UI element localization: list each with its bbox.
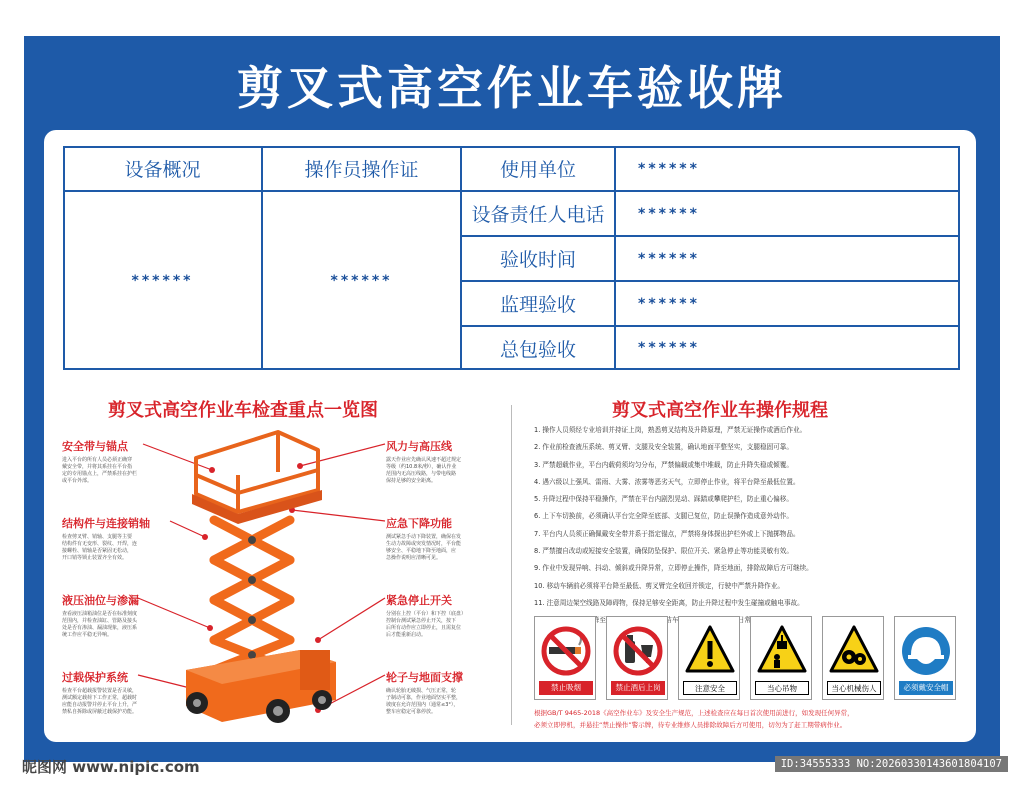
sign-caution	[678, 616, 740, 700]
callout-line: 接螺栓、销轴是否紧固无松动，	[62, 548, 133, 554]
callout-line: 禁私自拆除或屏蔽过载保护功能。	[62, 709, 138, 715]
callout-line: 测试额定载荷下工作正常，超载时	[62, 695, 138, 701]
callout-title: 应急下降功能	[386, 517, 452, 530]
callout-emergency-lowering	[386, 515, 504, 562]
callout-hydraulic	[62, 592, 180, 639]
callout-harness	[62, 438, 180, 485]
sign-label: 必须戴安全帽	[899, 681, 953, 695]
callout-line: 坡度在允许范围内（通常≤3°），	[386, 702, 459, 708]
masked-value: ******	[638, 205, 700, 222]
callout-line: 后才能重新启动。	[386, 632, 427, 638]
callout-line: 子制动可靠，作业地面坚实平整，	[386, 695, 462, 701]
sign-machinery-hazard	[822, 616, 884, 700]
no-drinking-icon	[611, 621, 665, 681]
watermark-id: ID:34555333 NO:20260330143601804107	[775, 756, 1008, 772]
callout-line: 统工作应平稳无异响。	[62, 632, 113, 638]
callout-line: 露天作业应先确认风速不超过规定	[386, 457, 462, 463]
callout-line: 范围内，并检查油缸、管路及接头	[62, 618, 138, 624]
caution-icon	[683, 621, 737, 681]
callout-line: 范围内无高压线路，与带电线路	[386, 471, 457, 477]
header-label: 操作员操作证	[304, 159, 419, 181]
callout-line: 保持足够的安全距离。	[386, 478, 437, 484]
rules-list	[534, 422, 959, 630]
callout-title: 轮子与地面支撑	[386, 671, 463, 684]
footnote-line: 根据GB/T 9465-2018《高空作业车》及安全生产规范，上述检查应在每日首次使用前进行，如发现任何异常，	[534, 709, 854, 717]
callout-title: 过载保护系统	[62, 671, 128, 684]
safety-signs	[534, 616, 959, 700]
sign-label: 注意安全	[683, 681, 737, 695]
callout-wheels	[386, 669, 504, 716]
row-label: 总包验收	[499, 338, 576, 361]
watermark-site: 昵图网 www.nipic.com	[22, 758, 200, 776]
sign-falling-objects	[750, 616, 812, 700]
callout-line: 进入平台的所有人员必须正确穿	[62, 457, 133, 463]
no-smoking-icon	[539, 621, 593, 681]
rule-item: 5. 升降过程中保持平稳操作，严禁在平台内剧烈晃动、踩踏或攀爬护栏，防止重心偏移。	[534, 495, 793, 504]
masked-value: ******	[131, 272, 194, 289]
rule-item: 11. 注意周边架空线路及障碍物，保持足够安全距离，防止升降过程中发生碰撞或触电事故。	[534, 598, 804, 607]
masked-value: ******	[638, 340, 700, 356]
header-label: 设备概况	[124, 159, 201, 181]
callout-line: 定的专用锚点上，严禁系挂在护栏	[62, 471, 138, 477]
masked-value: ******	[638, 295, 700, 312]
callout-line: 确认轮胎无破损、气压正常，轮	[386, 688, 457, 694]
falling-objects-icon	[755, 621, 809, 681]
sign-label: 当心机械伤人	[827, 681, 881, 695]
hard-hat-icon	[899, 621, 953, 681]
callout-line: 分别在上控（平台）和下控（底盘）	[386, 611, 467, 617]
row-label: 验收时间	[499, 249, 576, 271]
callout-line: 生动力故障或突发情况时，平台能	[386, 541, 462, 547]
callout-overload	[62, 669, 180, 716]
masked-value: ******	[330, 272, 393, 289]
rule-item: 9. 作业中发现异响、抖动、倾斜或升降异常，立即停止操作，降至地面，排除故障后方可继续。	[534, 564, 813, 573]
machinery-hazard-icon	[827, 621, 881, 681]
callout-line: 检查平台超载报警装置是否灵敏，	[62, 688, 138, 694]
sign-no-smoking	[534, 616, 596, 700]
callout-line: 整车应稳定可靠停放。	[386, 709, 437, 715]
rules-footnote	[534, 707, 964, 731]
callout-line: 控制台测试紧急停止开关，按下	[386, 618, 457, 624]
callout-line: 开口销等锁止装置齐全有效。	[62, 555, 128, 561]
inspection-title: 剪叉式高空作业车检查重点一览图	[108, 400, 378, 421]
callout-line: 应能自动报警并停止平台上升，严	[62, 702, 138, 708]
rule-item: 7. 平台内人员须正确佩戴安全带并系于指定锚点，严禁将身体探出护栏外或上下抛掷物品。	[534, 529, 800, 538]
rule-item: 4. 遇六级以上强风、雷雨、大雾、浓雾等恶劣天气，立即停止作业，将平台降至最低位置。	[534, 477, 800, 486]
callout-line: 或平台外部。	[62, 478, 93, 484]
sign-no-drinking	[606, 616, 668, 700]
callout-title: 液压油位与渗漏	[62, 594, 139, 607]
callout-line: 处是否有渗油、漏油现象，液压系	[62, 625, 138, 631]
callout-line: 检查剪叉臂、销轴、支腿等主要	[62, 534, 133, 540]
callout-line: 后所有动作应立即停止，且需复位	[386, 625, 462, 631]
row-label: 设备责任人电话	[471, 204, 605, 226]
callout-title: 安全带与锚点	[62, 440, 128, 453]
callout-title: 紧急停止开关	[386, 594, 452, 607]
section-divider	[511, 405, 512, 725]
callout-line: 测试紧急手动下降装置，确保在发	[386, 534, 462, 540]
footnote-line: 必须立即停机，并悬挂“禁止操作”警示牌，待专业维修人员排除故障后方可使用，切勿为了赶工期带病作业。	[534, 721, 847, 729]
callout-line: 查看液压油箱油位是否在标准刻度	[62, 611, 138, 617]
rule-item: 6. 上下车切换前，必须确认平台完全降至底部、支腿已复位，防止误操作造成意外动作。	[534, 512, 793, 521]
sign-hard-hat	[894, 616, 956, 700]
callout-line: 戴安全带，并将其系挂在平台指	[62, 464, 133, 470]
row-label: 监理验收	[499, 294, 576, 316]
rule-item: 1. 操作人员须经专业培训并持证上岗，熟悉剪叉结构及升降原理，严禁无证操作或酒后作业。	[534, 426, 807, 434]
board-title: 剪叉式高空作业车验收牌	[237, 61, 787, 115]
row-label: 使用单位	[499, 159, 576, 181]
callout-line: 够安全、平稳地下降至地面，应	[386, 548, 457, 554]
sign-label: 禁止吸烟	[539, 681, 593, 695]
masked-value: ******	[638, 160, 700, 177]
rules-title: 剪叉式高空作业车操作规程	[612, 400, 828, 421]
callout-line: 急操作说明应清晰可见。	[386, 555, 442, 561]
masked-value: ******	[638, 250, 700, 267]
rule-item: 3. 严禁超载作业，平台内载荷须均匀分布，严禁偏载或集中堆载，防止升降失稳或倾覆。	[534, 460, 793, 469]
callout-emergency-stop	[386, 592, 504, 639]
sign-label: 禁止酒后上岗	[611, 681, 665, 695]
callout-line: 等级（约10.8米/秒），确认作业	[386, 464, 457, 470]
callout-title: 结构件与连接销轴	[62, 517, 150, 530]
sign-label: 当心吊物	[755, 681, 809, 695]
rule-item: 10. 移动车辆前必须将平台降至最低、剪叉臂完全收回并锁定，行驶中严禁升降作业。	[534, 581, 784, 590]
rule-item: 8. 严禁擅自改动或短接安全装置，确保防坠保护、限位开关、紧急停止等功能灵敏有效。	[534, 547, 793, 556]
callout-line: 结构件有无变形、裂纹、开焊，连	[62, 541, 138, 547]
rule-item: 2. 作业前检查液压系统、剪叉臂、支腿及安全装置，确认地面平整坚实，支腿稳固可靠。	[534, 443, 793, 452]
callout-title: 风力与高压线	[386, 440, 452, 453]
callout-structure	[62, 515, 180, 562]
callout-wind	[386, 438, 504, 485]
